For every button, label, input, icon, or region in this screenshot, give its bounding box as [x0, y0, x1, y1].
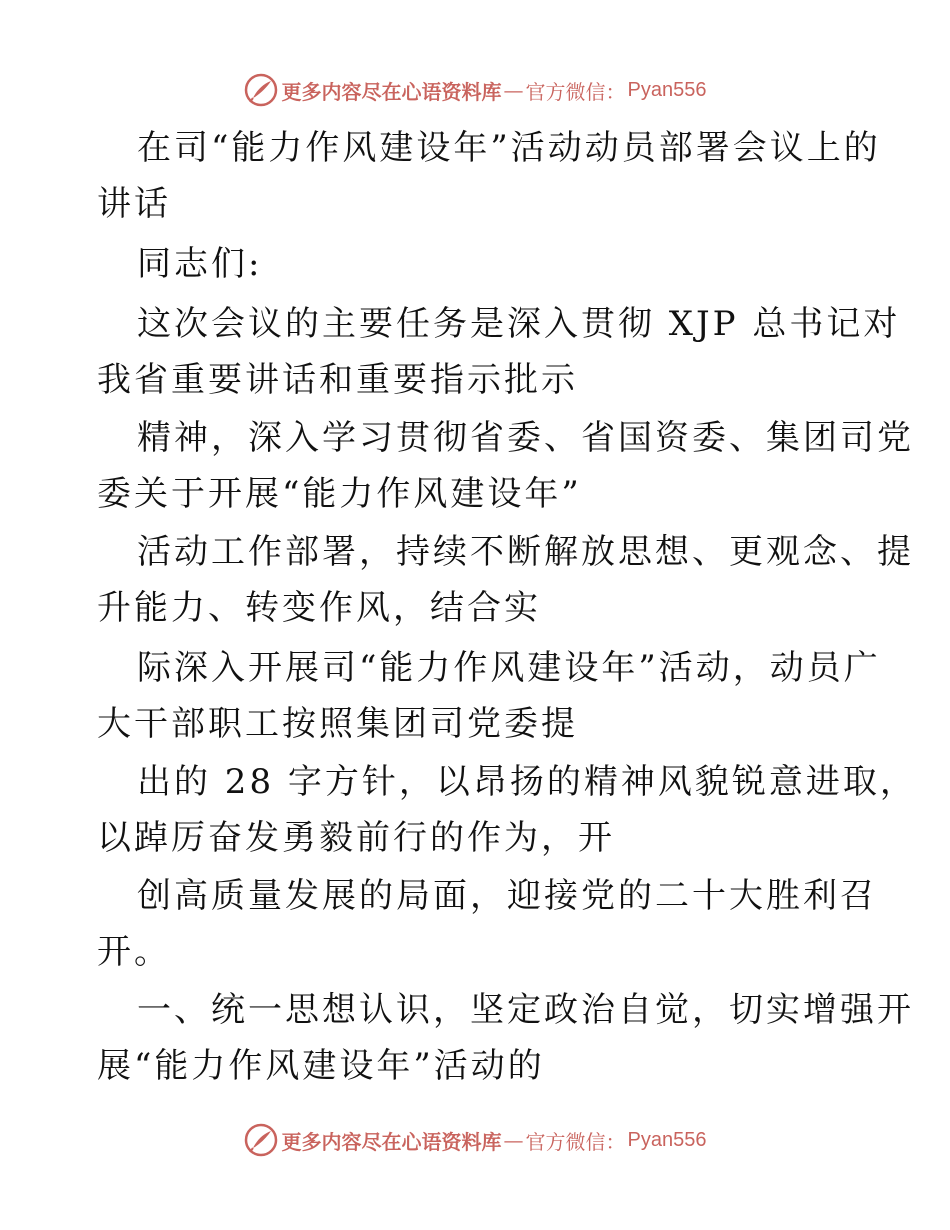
banner-wechat-id: Pyan556 — [627, 1128, 707, 1151]
quill-logo-icon — [244, 73, 278, 107]
paragraph-line: 际深入开展司“能力作风建设年”活动，动员广 — [137, 648, 881, 688]
section-heading-line-1: 一、统一思想认识，坚定政治自觉，切实增强开 — [137, 990, 914, 1030]
banner-wechat-label: 官方微信： — [525, 1129, 626, 1154]
banner-title: 更多内容尽在心语资料库 — [281, 79, 502, 104]
paragraph-line: 以踔厉奋发勇毅前行的作为，开 — [97, 818, 615, 858]
banner-dash: — — [503, 1128, 524, 1152]
paragraph-line: 委关于开展“能力作风建设年” — [97, 474, 582, 514]
paragraph-line: 活动工作部署，持续不断解放思想、更观念、提 — [137, 532, 914, 572]
paragraph-line: 创高质量发展的局面，迎接党的二十大胜利召 — [137, 876, 877, 916]
paragraph-line: 这次会议的主要任务是深入贯彻 XJP 总书记对 — [137, 304, 901, 344]
banner-title: 更多内容尽在心语资料库 — [281, 1129, 502, 1154]
paragraph-line: 开。 — [97, 932, 171, 972]
salutation: 同志们: — [137, 244, 263, 284]
quill-logo-icon — [244, 1123, 278, 1157]
paragraph-line: 出的 28 字方针，以昂扬的精神风貌锐意进取， — [137, 762, 917, 802]
header-banner — [0, 70, 950, 110]
section-heading-line-2: 展“能力作风建设年”活动的 — [97, 1046, 545, 1086]
doc-title-line-2: 讲话 — [97, 184, 171, 224]
banner-wechat-id: Pyan556 — [627, 78, 707, 101]
paragraph-line: 大干部职工按照集团司党委提 — [97, 704, 578, 744]
banner-wechat-label: 官方微信： — [525, 79, 626, 104]
banner-dash: — — [503, 78, 524, 102]
footer-banner — [0, 1120, 950, 1160]
paragraph-line: 精神，深入学习贯彻省委、省国资委、集团司党 — [137, 418, 914, 458]
paragraph-line: 升能力、转变作风，结合实 — [97, 588, 541, 628]
paragraph-line: 我省重要讲话和重要指示批示 — [97, 360, 578, 400]
doc-title-line-1: 在司“能力作风建设年”活动动员部署会议上的 — [137, 128, 881, 168]
